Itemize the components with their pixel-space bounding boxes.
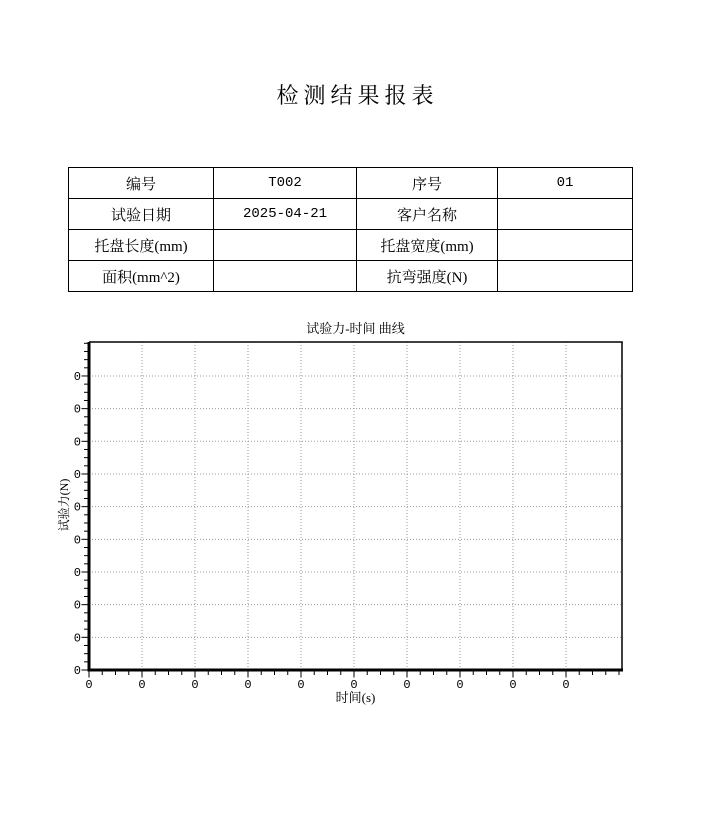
force-time-chart-canvas bbox=[0, 315, 715, 710]
y-tick-label: 0 bbox=[73, 435, 81, 450]
report-title: 检测结果报表 bbox=[276, 83, 439, 108]
table-row bbox=[69, 230, 633, 261]
label-sequence-number: 序号 bbox=[357, 168, 498, 199]
value-bending-strength bbox=[498, 261, 633, 292]
x-tick-label: 0 bbox=[138, 678, 146, 692]
x-tick-label: 0 bbox=[456, 678, 464, 692]
table-row bbox=[69, 199, 633, 230]
x-tick-label: 0 bbox=[297, 678, 305, 692]
y-tick-label: 0 bbox=[73, 565, 81, 580]
y-tick-label: 0 bbox=[73, 664, 81, 678]
y-tick-label: 0 bbox=[73, 402, 81, 417]
label-pallet-length: 托盘长度(mm) bbox=[69, 230, 214, 261]
value-pallet-length bbox=[214, 230, 357, 261]
x-tick-label: 0 bbox=[244, 678, 252, 692]
x-tick-label: 0 bbox=[509, 678, 517, 692]
y-tick-label: 0 bbox=[73, 467, 81, 482]
x-tick-label: 0 bbox=[85, 678, 93, 692]
report-info-table bbox=[68, 167, 633, 292]
x-tick-label: 0 bbox=[403, 678, 411, 692]
value-area bbox=[214, 261, 357, 292]
table-row bbox=[69, 261, 633, 292]
y-axis-label: 试验力(N) bbox=[57, 478, 71, 532]
y-tick-label: 0 bbox=[73, 598, 81, 613]
table-row bbox=[69, 168, 633, 199]
label-customer-name: 客户名称 bbox=[357, 199, 498, 230]
chart-title: 试验力-时间 曲线 bbox=[306, 321, 405, 336]
label-area: 面积(mm^2) bbox=[69, 261, 214, 292]
x-tick-label: 0 bbox=[350, 678, 358, 692]
value-pallet-width bbox=[498, 230, 633, 261]
value-test-date: 2025-04-21 bbox=[214, 199, 357, 230]
y-tick-label: 0 bbox=[73, 631, 81, 646]
y-tick-label: 0 bbox=[73, 369, 81, 384]
label-pallet-width: 托盘宽度(mm) bbox=[357, 230, 498, 261]
value-customer-name bbox=[498, 199, 633, 230]
y-tick-label: 0 bbox=[73, 533, 81, 548]
value-serial-number: T002 bbox=[214, 168, 357, 199]
value-sequence-number: 01 bbox=[498, 168, 633, 199]
x-axis-label: 时间(s) bbox=[335, 690, 376, 705]
label-bending-strength: 抗弯强度(N) bbox=[357, 261, 498, 292]
y-tick-label: 0 bbox=[73, 500, 81, 515]
x-tick-label: 0 bbox=[562, 678, 570, 692]
label-test-date: 试验日期 bbox=[69, 199, 214, 230]
label-serial-number: 编号 bbox=[69, 168, 214, 199]
x-tick-label: 0 bbox=[191, 678, 199, 692]
